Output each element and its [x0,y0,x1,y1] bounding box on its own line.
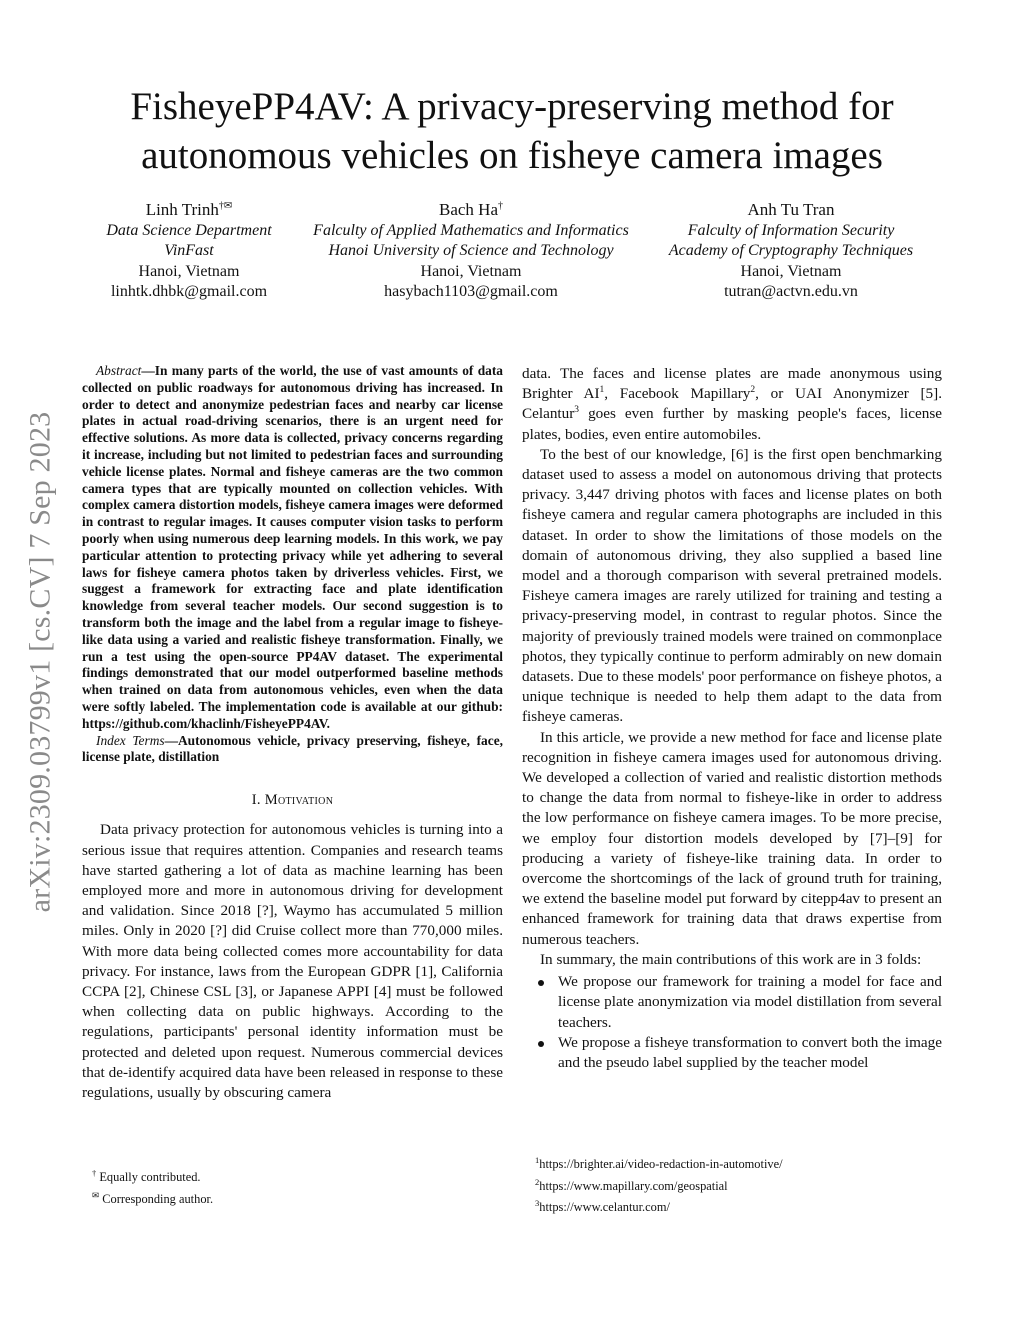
footnote-link[interactable]: https://brighter.ai/video-redaction-in-automotive/ [539,1157,783,1172]
list-item: We propose a fisheye transformation to convert both the image and the pseudo label supplied by the teacher model [522,1033,942,1073]
footnote: $^3$https://www.celantur.com/ [535,1198,670,1215]
index-terms [82,733,503,767]
index-terms-text: —Autonomous vehicle, privacy preserving, fisheye, face, license plate, distillation [82,732,503,765]
footnote-ref: 3 [574,405,580,416]
right-footnotes [535,1152,935,1217]
author-affiliation: VinFast [164,242,214,260]
footnote-link[interactable]: https://www.celantur.com/ [539,1200,670,1215]
abstract-label: Abstract [96,363,142,378]
footnote-link[interactable]: https://www.mapillary.com/geospatial [539,1178,728,1193]
footnote: ✉ Corresponding author. [92,1189,214,1206]
arxiv-id: arXiv:2309.03799v1 [cs.CV] 7 Sep 2023 [23,411,57,913]
title-line-1: FisheyePP4AV: A privacy-preserving method for [130,85,894,128]
contribution-list [522,972,942,1073]
author-name: Linh Trinh†✉ [145,200,233,219]
author-email: hasybach1103@gmail.com [384,283,558,301]
footnote-ref: 2 [750,385,756,396]
footnote: $^2$https://www.mapillary.com/geospatial [535,1176,728,1193]
author-affiliation: Academy of Cryptography Techniques [668,242,914,260]
author-location: Hanoi, Vietnam [740,262,842,280]
author-affiliation: Falculty of Information Security [687,221,895,239]
author-affiliation: Hanoi University of Science and Technology [328,242,614,260]
footnote-ref: 1 [599,385,605,396]
section-heading: I. Motivation [251,792,334,809]
body-paragraph: data. The faces and license plates are made anonymous using Brighter AI$^1$, Facebook Mapillary$^2$, or UAI Anonymizer [5]. Celantur$^3$ goes even further by masking people's faces, license plates, bodies, even entire automobiles. [522,365,942,443]
left-footnotes [92,1165,492,1208]
author-block-3 [655,200,927,303]
arxiv-stamp [22,365,59,959]
left-column [82,363,503,1103]
author-email: tutran@actvn.edu.vn [724,283,858,301]
index-terms-label: Index Terms [96,732,165,748]
abstract-text: —In many parts of the world, the use of vast amounts of data collected on public roadways for autonomous driving has increased. In order to detect and anonymize pedestrian faces and nearby car license plates in actual road-driving scenarios, there is an urgent need for effective solutions. As more data is collected, privacy concerns regarding it increase, including but not limited to pedestrian faces and surrounding vehicle license plates. Normal and fisheye cameras are the two common camera types that are typically mounted on collection vehicles. With complex camera distortion models, fisheye camera images were deformed in contrast to regular images. It causes computer vision tasks to perform poorly when using numerous deep learning models. In this work, we pay particular attention to protecting privacy while yet adhering to several laws for fisheye camera photos taken by driverless vehicles. First, we suggest a framework for extracting face and plate identification knowledge from several teacher models. Our second suggestion is to transform both the image and the label from a regular image to fisheye-like data using a varied and realistic fisheye transformation. Finally, we run a test using the open-source PP4AV dataset. The experimental findings demonstrated that our model outperformed baseline methods when trained on data from autonomous vehicles, even when the data were softly labeled. The implementation code is available at our github: https://github.com/khaclinh/FisheyePP4AV. [82,363,503,731]
abstract [82,363,503,733]
author-affiliation: Data Science Department [106,221,272,239]
body-paragraph: In this article, we provide a new method for face and license plate recognition in fisheye camera images used for autonomous driving. We developed a collection of varied and realistic distortion methods to change the data from normal to fisheye-like in order to address the low performance on fisheye camera images. To be more precise, we employ four distortion models developed by [7]–[9] for producing a variety of fisheye-like training data. In order to overcome the shortcomings of the lack of ground truth for training, we extend the baseline model put forward by citepp4av to present an enhanced framework for training data that draws expertise from numerous teachers. [522,728,942,948]
right-column [522,364,942,1073]
body-paragraph: To the best of our knowledge, [6] is the first open benchmarking dataset used to assess a model on autonomous driving that protects privacy. 3,447 driving photos with faces and license plates on both fisheye camera and regular camera photographs are included in this dataset. In order to show the limitations of those models on the domain of autonomous driving, they also supplied a based line model and a thorough comparison with several pretrained models. Fisheye camera images are rarely utilized for training and testing a privacy-preserving model, in contrast to regular photos. Since the majority of previously trained models were trained on commonplace photos, they typically continue to perform admirably on new domain datasets. Due to these models' poor performance on fisheye photos, a unique technique is needed to help them adapt to the data from fisheye cameras. [522,445,942,726]
author-email: linhtk.dhbk@gmail.com [110,283,268,301]
author-affiliation: Falculty of Applied Mathematics and Informatics [313,221,629,239]
author-block-2 [295,200,647,303]
author-block-1 [86,200,292,303]
footnote: † Equally contributed. [92,1168,201,1185]
author-name: Bach Ha† [438,200,503,219]
author-name: Anh Tu Tran [747,200,835,219]
author-location: Hanoi, Vietnam [138,262,240,280]
author-location: Hanoi, Vietnam [420,262,522,280]
list-item: We propose our framework for training a model for face and license plate anonymization via model distillation from several teachers. [522,972,942,1033]
title-line-2: autonomous vehicles on fisheye camera images [141,134,883,177]
body-paragraph: Data privacy protection for autonomous vehicles is turning into a serious issue that requires attention. Companies and research teams have started gathering a lot of data as machine learning has been employed more and more in autonomous driving for development and validation. Since 2018 [?], Waymo has accumulated 5 million miles. Only in 2020 [?] did Cruise collect more than 770,000 miles. With more data being collected comes more accountability for data privacy. For instance, laws from the European GDPR [1], California CCPA [2], Chinese CSL [3], or Japanese APPI [4] must be followed when collecting data on public highways. According to the regulations, participants' personal identity information must be protected and deleted upon request. Numerous commercial devices that de-identify acquired data have been released in response to these regulations, usually by obscuring camera [82,821,503,1101]
footnote: $^1$https://brighter.ai/video-redaction-in-automotive/ [535,1155,783,1172]
paper-title [0,82,1024,180]
body-paragraph: In summary, the main contributions of this work are in 3 folds: [540,950,922,968]
